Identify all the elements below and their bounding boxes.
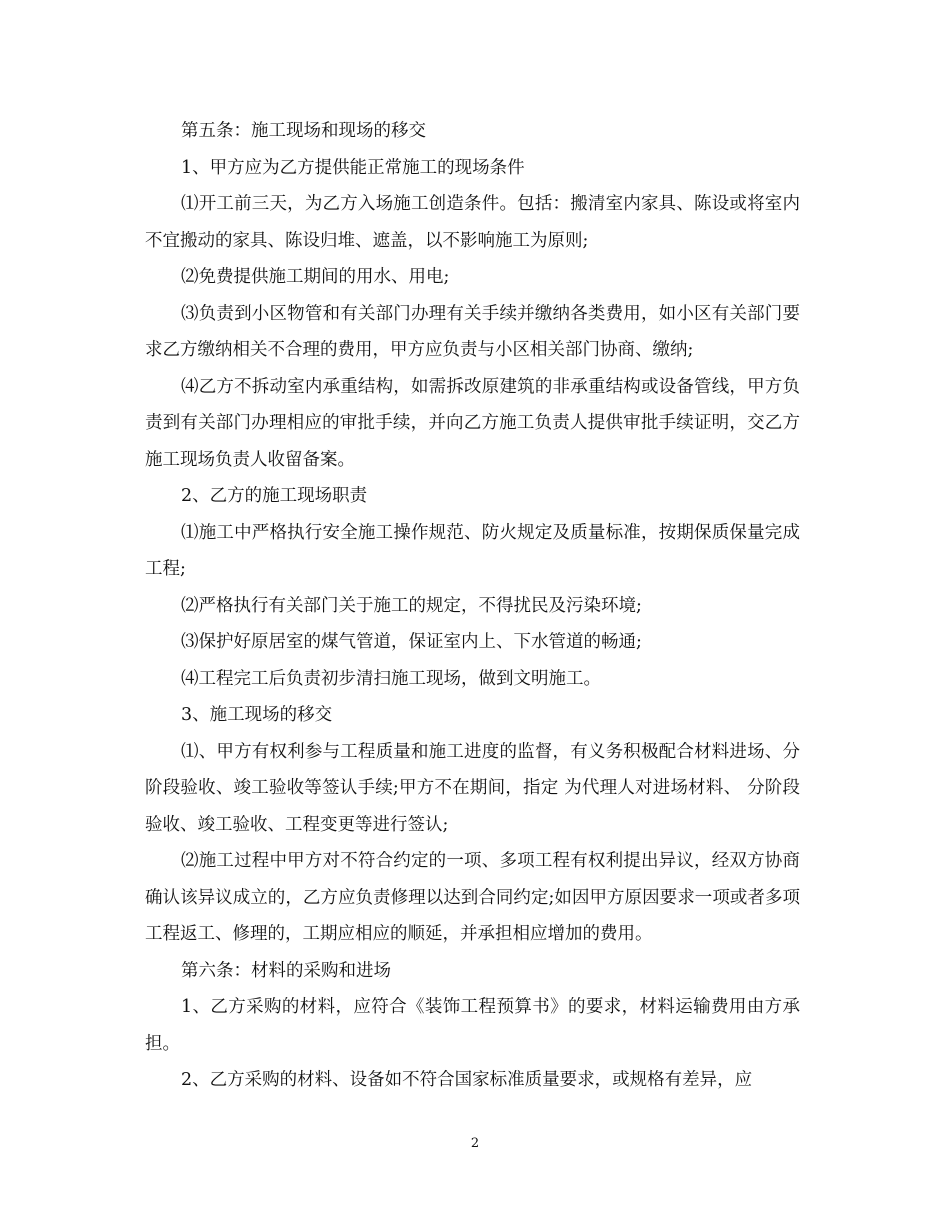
document-body [145,113,800,1099]
article-6-heading: 第六条：材料的采购和进场 [181,960,391,981]
paragraph-1-3: ⑶负责到小区物管和有关部门办理有关手续并缴纳各类费用，如小区有关部门要求乙方缴纳相关不合理的费用，甲方应负责与小区相关部门协商、缴纳; [145,303,800,360]
section-2-heading: 2、乙方的施工现场职责 [181,486,368,506]
article-5-heading: 第五条：施工现场和现场的移交 [181,121,426,141]
paragraph-3-2: ⑵施工过程中甲方对不符合约定的一项、多项工程有权利提出异议，经双方协商确认该异议成立的，乙方应负责修理以达到合同约定;如因甲方原因要求一项或者多项工程返工、修理的，工期应相应的顺延，并承担相应增加的费用。 [145,851,800,944]
paragraph-2-3: ⑶保护好原居室的煤气管道，保证室内上、下水管道的畅通; [181,632,642,652]
paragraph-6-2: 2、乙方采购的材料、设备如不符合国家标准质量要求，或规格有差异，应 [181,1070,753,1090]
paragraph-6-1: 1、乙方采购的材料，应符合《装饰工程预算书》的要求，材料运输费用由方承担。 [145,997,800,1054]
section-1-heading: 1、甲方应为乙方提供能正常施工的现场条件 [181,157,525,178]
paragraph-2-4: ⑷工程完工后负责初步清扫施工现场，做到文明施工。 [181,668,601,689]
paragraph-1-4: ⑷乙方不拆动室内承重结构，如需拆改原建筑的非承重结构或设备管线，甲方负责到有关部门办理相应的审批手续，并向乙方施工负责人提供审批手续证明，交乙方施工现场负责人收留备案。 [145,376,800,470]
paragraph-2-1: ⑴施工中严格执行安全施工操作规范、防火规定及质量标准，按期保质保量完成工程; [145,522,800,579]
section-3-heading: 3、施工现场的移交 [181,705,333,725]
paragraph-1-2: ⑵免费提供施工期间的用水、用电; [181,267,450,287]
paragraph-3-1: ⑴、甲方有权利参与工程质量和施工进度的监督，有义务积极配合材料进场、分阶段验收、竣工验收等签认手续;甲方不在期间，指定 为代理人对进场材料、 分阶段验收、竣工验收、工程变更等进行签认; [145,741,800,835]
page-number: 2 [470,1136,480,1151]
paragraph-2-2: ⑵严格执行有关部门关于施工的规定，不得扰民及污染环境; [181,595,642,616]
paragraph-1-1: ⑴开工前三天，为乙方入场施工创造条件。包括：搬清室内家具、陈设或将室内不宜搬动的家具、陈设归堆、遮盖，以不影响施工为原则; [145,194,800,251]
